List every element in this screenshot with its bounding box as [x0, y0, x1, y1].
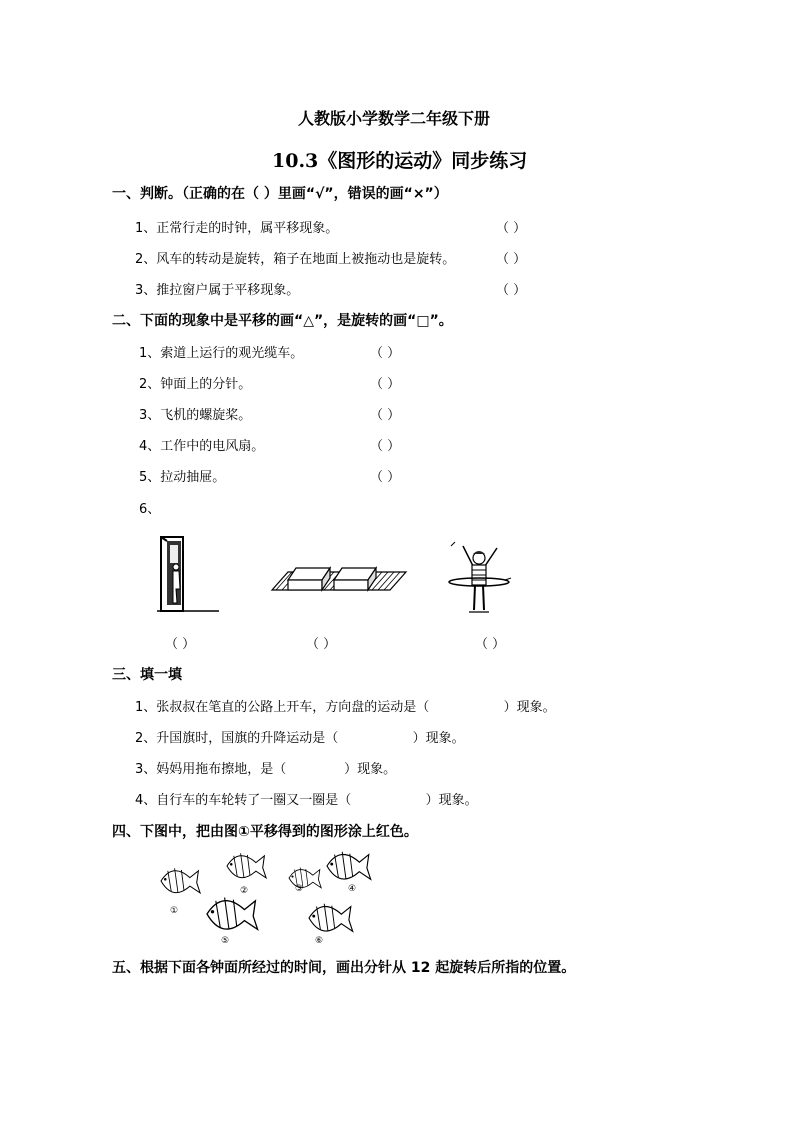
fill-blank[interactable]	[429, 700, 503, 715]
section-3-heading: 三、填一填	[112, 667, 182, 683]
section-1-item-1: 1、正常行走的时钟，属平移现象。	[135, 221, 339, 236]
fish-4[interactable]	[327, 852, 371, 880]
fill-blank[interactable]	[338, 731, 412, 746]
section-5-heading: 五、根据下面各钟面所经过的时间，画出分针从 12 起旋转后所指的位置。	[112, 960, 576, 976]
section-1-heading: 一、判断。（正确的在（ ）里画“√”，错误的画“×”）	[112, 186, 448, 202]
fill-blank[interactable]	[286, 762, 344, 777]
fill-item-2: 2、升国旗时，国旗的升降运动是（ ）现象。	[135, 731, 465, 746]
fish-label-1: ①	[170, 906, 179, 916]
section-2-item-5: 5、拉动抽屉。	[139, 470, 226, 485]
answer-paren[interactable]: （ ）	[370, 346, 401, 361]
section-1-item-2: 2、风车的转动是旋转，箱子在地面上被拖动也是旋转。	[135, 252, 456, 267]
fish-5[interactable]	[207, 898, 258, 930]
fish-group-right	[285, 842, 395, 952]
fill-blank[interactable]	[351, 793, 425, 808]
answer-paren[interactable]: （ ）	[370, 408, 401, 423]
hula-hoop-child-illustration	[443, 540, 515, 616]
section-1-item-3: 3、推拉窗户属于平移现象。	[135, 283, 300, 298]
fish-label-3: ③	[295, 884, 304, 894]
fish-label-6: ⑥	[315, 936, 324, 946]
section-2-item-2: 2、钟面上的分针。	[139, 377, 252, 392]
fish-label-5: ⑤	[221, 936, 230, 946]
answer-paren[interactable]: （ ）	[496, 221, 527, 236]
answer-paren[interactable]: （ ）	[370, 377, 401, 392]
fill-item-4: 4、自行车的车轮转了一圈又一圈是（ ）现象。	[135, 793, 478, 808]
fish-1[interactable]	[161, 868, 200, 893]
answer-paren[interactable]: （ ）	[496, 252, 527, 267]
document-subtitle: 10.3《图形的运动》同步练习	[272, 150, 528, 172]
picture-answer-paren[interactable]: （ ）	[475, 637, 506, 652]
sliding-boxes-illustration	[268, 560, 408, 596]
section-4-heading: 四、下图中，把由图①平移得到的图形涂上红色。	[112, 824, 418, 840]
fish-label-2: ②	[240, 886, 249, 896]
fill-item-1: 1、张叔叔在笔直的公路上开车，方向盘的运动是（ ）现象。	[135, 700, 556, 715]
fish-label-4: ④	[348, 884, 357, 894]
section-2-heading: 二、下面的现象中是平移的画“△”，是旋转的画“□”。	[112, 313, 453, 329]
answer-paren[interactable]: （ ）	[370, 470, 401, 485]
picture-answer-paren[interactable]: （ ）	[306, 637, 337, 652]
fish-6[interactable]	[309, 904, 353, 932]
answer-paren[interactable]: （ ）	[370, 439, 401, 454]
fill-item-3: 3、妈妈用拖布擦地，是（ ）现象。	[135, 762, 397, 777]
fish-2[interactable]	[227, 853, 266, 878]
document-title: 人教版小学数学二年级下册	[298, 109, 491, 128]
answer-paren[interactable]: （ ）	[496, 283, 527, 298]
section-2-item-1: 1、索道上运行的观光缆车。	[139, 346, 304, 361]
picture-answer-paren[interactable]: （ ）	[165, 637, 196, 652]
section-2-item-4: 4、工作中的电风扇。	[139, 439, 265, 454]
section-2-item-3: 3、飞机的螺旋桨。	[139, 408, 252, 423]
fish-3[interactable]	[289, 868, 321, 888]
door-person-illustration	[155, 533, 225, 613]
section-2-item-6: 6、	[139, 502, 161, 517]
